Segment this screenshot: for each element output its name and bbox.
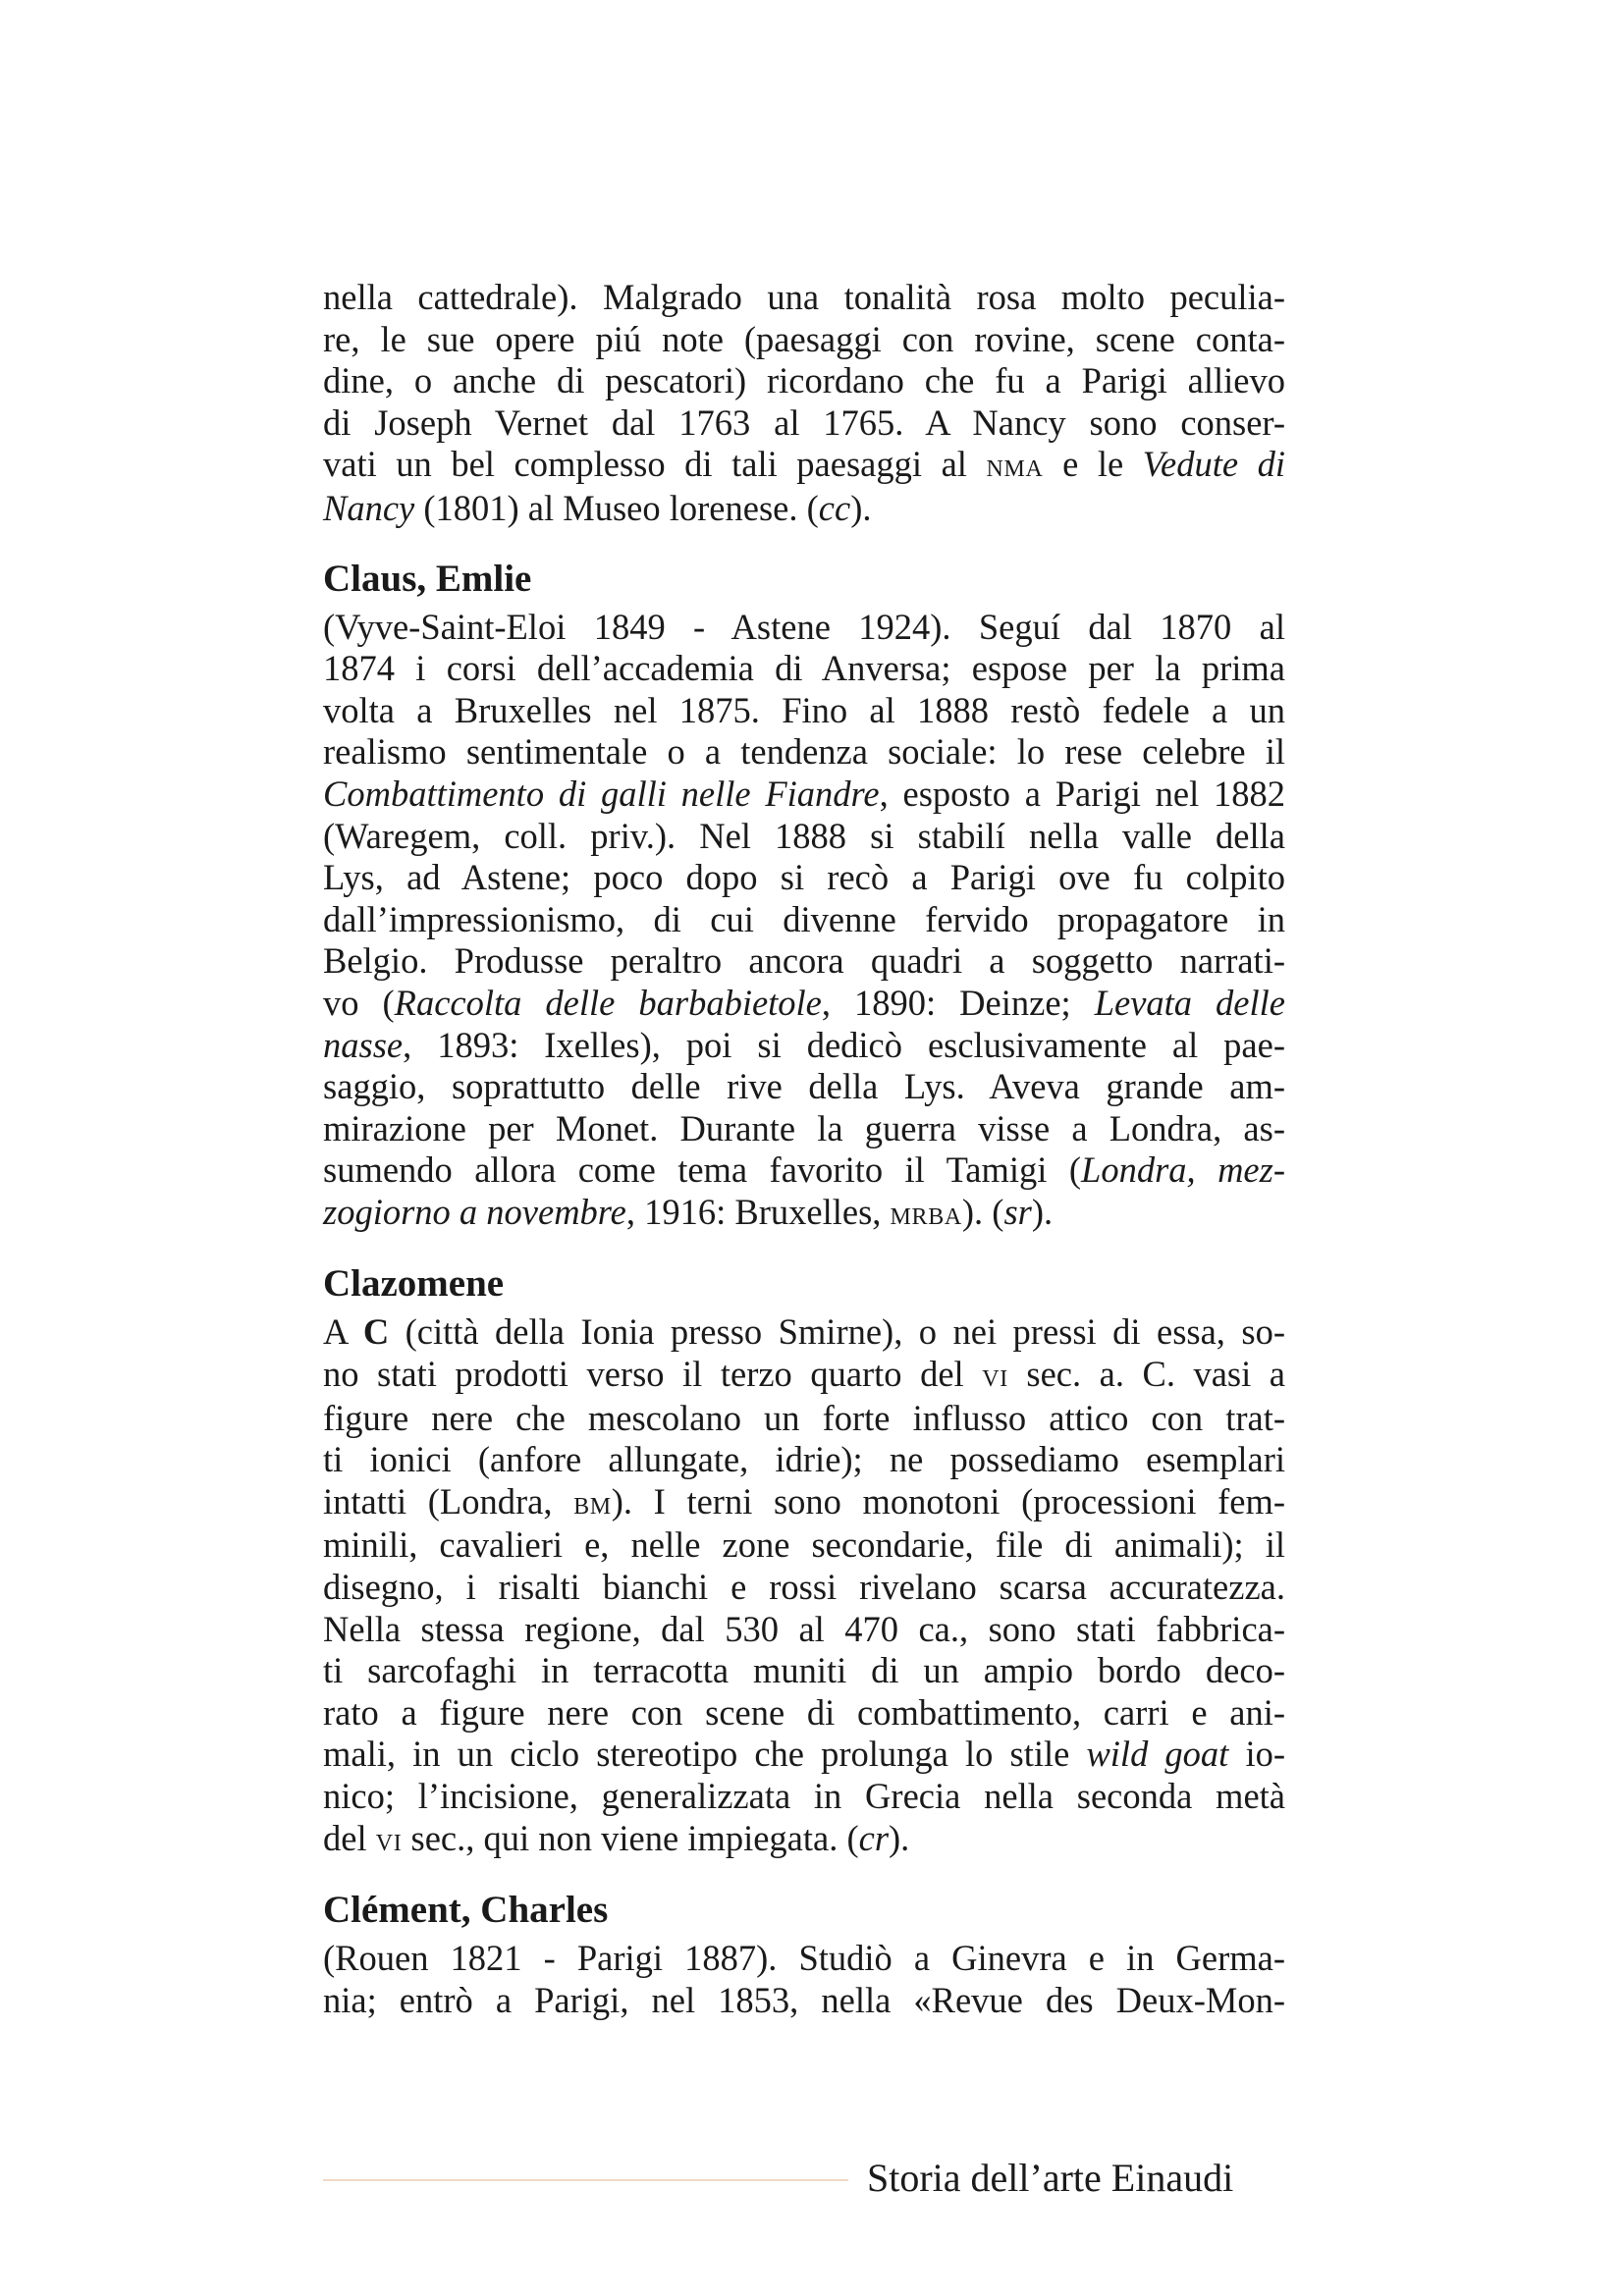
text-line: rato a figure nere con scene di combattimento, carri e ani- [323, 1691, 1285, 1733]
text-line: (Rouen 1821 - Parigi 1887). Studiò a Ginevra e in Germa- [323, 1938, 1285, 1979]
text-line: Nancy (1801) al Museo lorenese. (cc). [323, 487, 872, 528]
text-line: Lys, ad Astene; poco dopo si recò a Parigi ove fu colpito [323, 857, 1285, 898]
text-line: 1874 i corsi dell’accademia di Anversa; espose per la prima [323, 648, 1285, 689]
text-line: nasse, 1893: Ixelles), poi si dedicò esclusivamente al pae- [323, 1024, 1285, 1065]
text-line: volta a Bruxelles nel 1875. Fino al 1888 restò fedele a un [323, 689, 1285, 730]
text-line: intatti (Londra, bm). I terni sono monotoni (processioni fem- [323, 1480, 1285, 1522]
text-line: di Joseph Vernet dal 1763 al 1765. A Nancy sono conser- [323, 401, 1285, 443]
entry-body-clement [323, 1938, 1285, 2021]
text-line: disegno, i risalti bianchi e rossi rivelano scarsa accuratezza. [323, 1567, 1285, 1608]
text-line: mirazione per Monet. Durante la guerra visse a Londra, as- [323, 1107, 1285, 1148]
intro-paragraph [323, 277, 1285, 530]
text-line: realismo sentimentale o a tendenza sociale: lo rese celebre il [323, 731, 1285, 773]
text-line: saggio, soprattutto delle rive della Lys. Aveva grande am- [323, 1066, 1285, 1107]
entry-body-claus [323, 607, 1285, 1236]
text-line: re, le sue opere piú note (paesaggi con rovine, scene conta- [323, 318, 1285, 359]
text-line: zogiorno a novembre, 1916: Bruxelles, mrba). (sr). [323, 1191, 1054, 1232]
text-line: nella cattedrale). Malgrado una tonalità rosa molto peculia- [323, 277, 1285, 317]
text-line: figure nere che mescolano un forte influsso attico con trat- [323, 1397, 1285, 1438]
text-line: del vi sec., qui non viene impiegata. (cr). [323, 1817, 910, 1858]
text-line: nia; entrò a Parigi, nel 1853, nella «Revue des Deux-Mon- [323, 1979, 1285, 2020]
entry-title-clazomene: Clazomene [323, 1262, 505, 1306]
text-line: nico; l’incisione, generalizzata in Grecia nella seconda metà [323, 1776, 1285, 1816]
entry-title-claus: Claus, Emlie [323, 557, 532, 600]
text-line: vati un bel complesso di tali paesaggi al nma e le Vedute di [323, 444, 1285, 485]
text-line: ti ionici (anfore allungate, idrie); ne possediamo esemplari [323, 1439, 1285, 1480]
text-line: ti sarcofaghi in terracotta muniti di un ampio bordo deco- [323, 1650, 1285, 1691]
text-line: mali, in un ciclo stereotipo che prolunga lo stile wild goat io- [323, 1734, 1285, 1775]
text-line: vo (Raccolta delle barbabietole, 1890: Deinze; Levata delle [323, 982, 1285, 1023]
text-line: dall’impressionismo, di cui divenne fervido propagatore in [323, 898, 1285, 939]
text-line: Nella stessa regione, dal 530 al 470 ca., sono stati fabbrica- [323, 1608, 1285, 1649]
footer-publisher: Storia dell’arte Einaudi [867, 2156, 1234, 2200]
text-line: Belgio. Produsse peraltro ancora quadri a soggetto narrati- [323, 940, 1285, 982]
entry-title-clement: Clément, Charles [323, 1889, 609, 1932]
entry-body-clazomene [323, 1311, 1285, 1861]
text-line: Combattimento di galli nelle Fiandre, esposto a Parigi nel 1882 [323, 773, 1286, 814]
text-line: sumendo allora come tema favorito il Tamigi (Londra, mez- [323, 1149, 1285, 1191]
text-line: dine, o anche di pescatori) ricordano che fu a Parigi allievo [323, 360, 1285, 401]
footer-rule [323, 2179, 848, 2181]
text-line: no stati prodotti verso il terzo quarto del vi sec. a. C. vasi a [323, 1354, 1285, 1395]
text-column [323, 277, 1285, 2021]
text-line: minili, cavalieri e, nelle zone secondarie, file di animali); il [323, 1524, 1285, 1566]
text-line: (Waregem, coll. priv.). Nel 1888 si stabilí nella valle della [323, 815, 1285, 856]
text-line: (Vyve-Saint-Eloi 1849 - Astene 1924). Seguí dal 1870 al [323, 606, 1285, 647]
text-line: A C (città della Ionia presso Smirne), o nei pressi di essa, so- [323, 1311, 1285, 1353]
